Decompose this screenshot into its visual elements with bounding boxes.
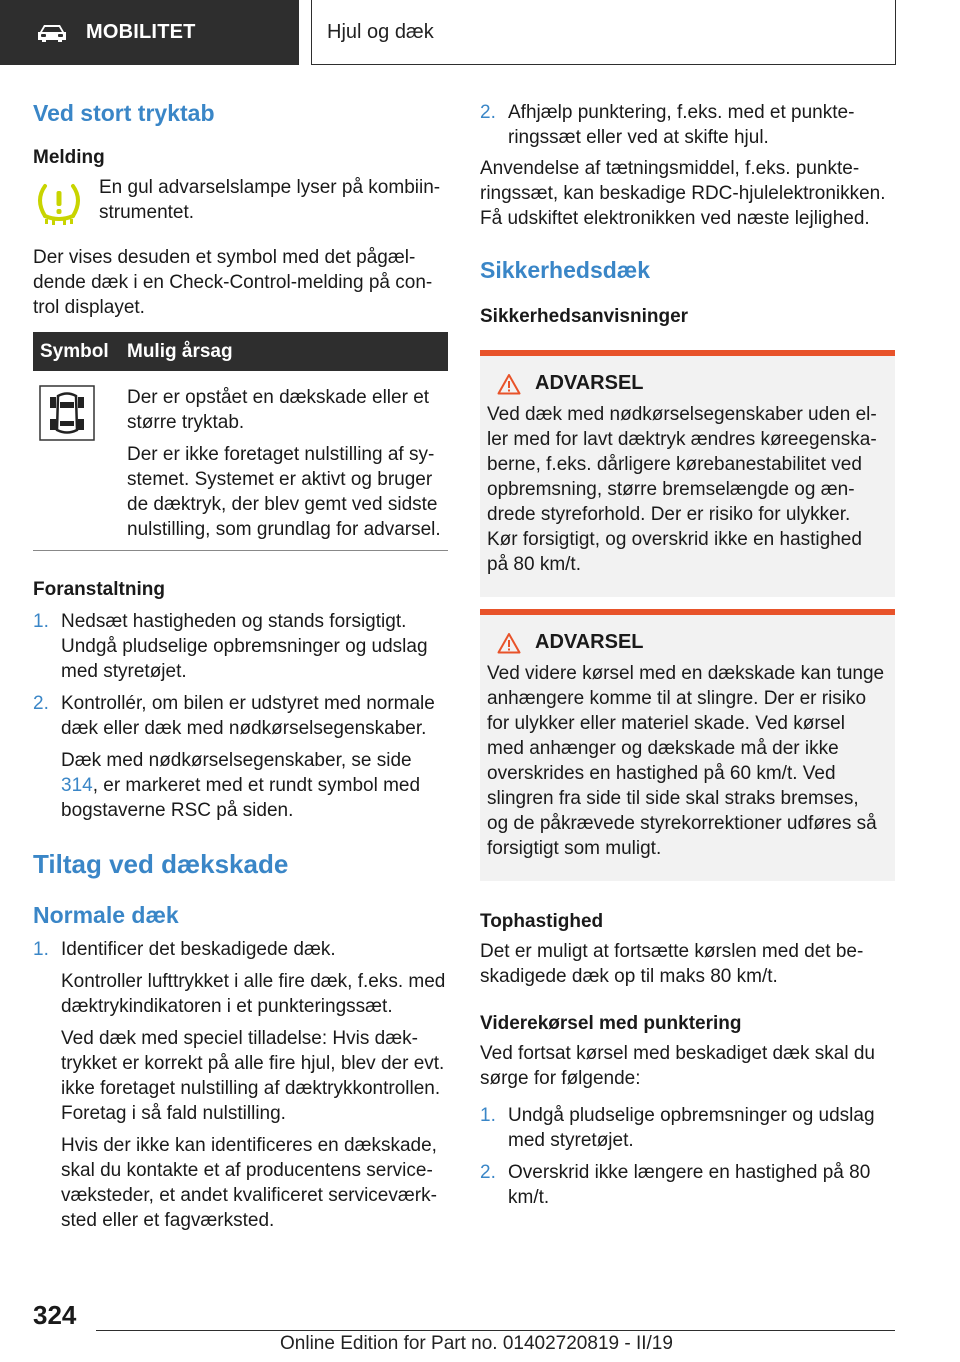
section-title: MOBILITET — [86, 21, 196, 43]
warning-triangle-icon — [497, 632, 521, 654]
list-item: 2. Afhjælp punktering, f.eks. med et punkteringssæt eller ved at skifte hjul. — [480, 102, 855, 148]
foranstaltning-label: Foranstaltning — [33, 579, 165, 600]
intro-paragraph: Der vises desuden et symbol med det pågældende dæk i en Check-Control-melding på control displayet. — [33, 247, 433, 318]
cause-text-2: Der er ikke foretaget nulstilling af systemet. Systemet er aktivt og bruger de dæktryk, der blev gemt ved sidste nulstilling, som grundlag for advarsel. — [127, 444, 441, 540]
tire-pressure-warning-icon — [33, 182, 85, 226]
warning-title: ADVARSEL — [535, 631, 644, 653]
melding-block — [33, 175, 448, 231]
warning-triangle-icon — [497, 373, 521, 395]
foranstaltning-list — [33, 609, 448, 823]
melding-label: Melding — [33, 147, 105, 168]
list-item: 1. Identificer det beskadigede dæk. Kontroller lufttrykket i alle fire dæk, f.eks. med dæktrykindikatoren i et punkteringssæt. Ved dæk med speciel tilladelse: Hvis dæktrykket er korrekt på alle fire hjul, blev der evt. ikke foretaget nulstilling af dæktrykkontrollen. Foretag i så fald nulstilling. Hvis der ikke kan identificeres en dækskade, skal du kontakte et af producentens servicevæksteder, et andet kvalificeret serviceværksted eller et fagværksted. — [33, 939, 446, 1231]
symbol-table — [33, 332, 448, 551]
heading-sikkerhedsdaek: Sikkerhedsdæk — [480, 257, 651, 283]
chapter-title: Hjul og dæk — [311, 0, 896, 65]
tophastighed-label: Tophastighed — [480, 911, 604, 932]
table-header-cause: Mulig årsag — [127, 332, 448, 371]
viderekorsel-list — [480, 1103, 895, 1210]
list-item: 1. Nedsæt hastigheden og stands forsigtigt. Undgå pludselige opbremsninger og udslag med styretøjet. — [33, 611, 428, 682]
footer-divider — [96, 1330, 895, 1331]
page-link-314[interactable]: 314 — [61, 775, 93, 796]
rdc-paragraph: Anvendelse af tætningsmiddel, f.eks. punkteringssæt, kan beskadige RDC-hjulelektronikken. Få udskiftet elektronikken ved næste lejlighed. — [480, 158, 886, 229]
list-item: 2. Kontrollér, om bilen er udstyret med normale dæk eller dæk med nødkørselsegenskaber. Dæk med nødkørselsegenskaber, se side 314, er markeret med et rundt symbol med bogstaverne RSC på siden. — [33, 693, 435, 821]
list-item: 1. Undgå pludselige opbremsninger og udslag med styretøjet. — [480, 1105, 875, 1151]
section-tab — [0, 0, 299, 65]
melding-text: En gul advarselslampe lyser på kombiinstrumentet. — [99, 177, 441, 223]
car-tire-symbol-icon — [39, 385, 95, 441]
right-column — [480, 100, 895, 1210]
warning-title: ADVARSEL — [535, 372, 644, 394]
page-number: 324 — [33, 1300, 77, 1330]
tophastighed-text: Det er muligt at fortsætte kørslen med det beskadigede dæk op til maks 80 km/t. — [480, 941, 864, 987]
sikkerhedsanvisninger-label: Sikkerhedsanvisninger — [480, 306, 689, 327]
normale-list — [33, 937, 448, 1233]
warning-box-2 — [480, 609, 895, 881]
list-item: 2. Overskrid ikke længere en hastighed på 80 km/t. — [480, 1162, 871, 1208]
heading-tiltag: Tiltag ved dækskade — [33, 849, 289, 879]
viderekorsel-label: Viderekørsel med punktering — [480, 1013, 742, 1034]
heading-normale-daek: Normale dæk — [33, 902, 179, 928]
cause-text-1: Der er opstået en dækskade eller et større tryktab. — [127, 387, 430, 433]
warning-text: Ved dæk med nødkørselsegenskaber uden eller med for lavt dæktryk ændres køreegenskaberne, f.eks. dårligere kørebanestabilitet ved opbremsning, større bremselængde og ændrede styreforhold. Der er risiko for ulykker. Kør forsigtigt, og overskrid ikke en hastighed på 80 km/t. — [487, 404, 877, 575]
table-header-symbol: Symbol — [33, 332, 127, 371]
viderekorsel-text: Ved fortsat kørsel med beskadiget dæk skal du sørge for følgende: — [480, 1043, 875, 1089]
warning-box-1 — [480, 350, 895, 597]
warning-text: Ved videre kørsel med en dækskade kan tunge anhængere komme til at slingre. Der er risiko for ulykker eller materiel skade. Ved kørsel med anhænger og dækskade må der ikke overskrides en hastighed på 60 km/t. Ved slingren fra side til side skal straks bremses, og de påkrævede styrekorrektioner udføres så forsigtigt som muligt. — [487, 663, 885, 859]
continued-list — [480, 100, 895, 150]
heading-ved-stort-tryktab: Ved stort tryktab — [33, 100, 215, 126]
table-row — [33, 371, 448, 551]
car-icon — [36, 23, 68, 43]
left-column — [33, 100, 448, 1233]
edition-text: Online Edition for Part no. 01402720819 - II/19 — [280, 1333, 673, 1354]
